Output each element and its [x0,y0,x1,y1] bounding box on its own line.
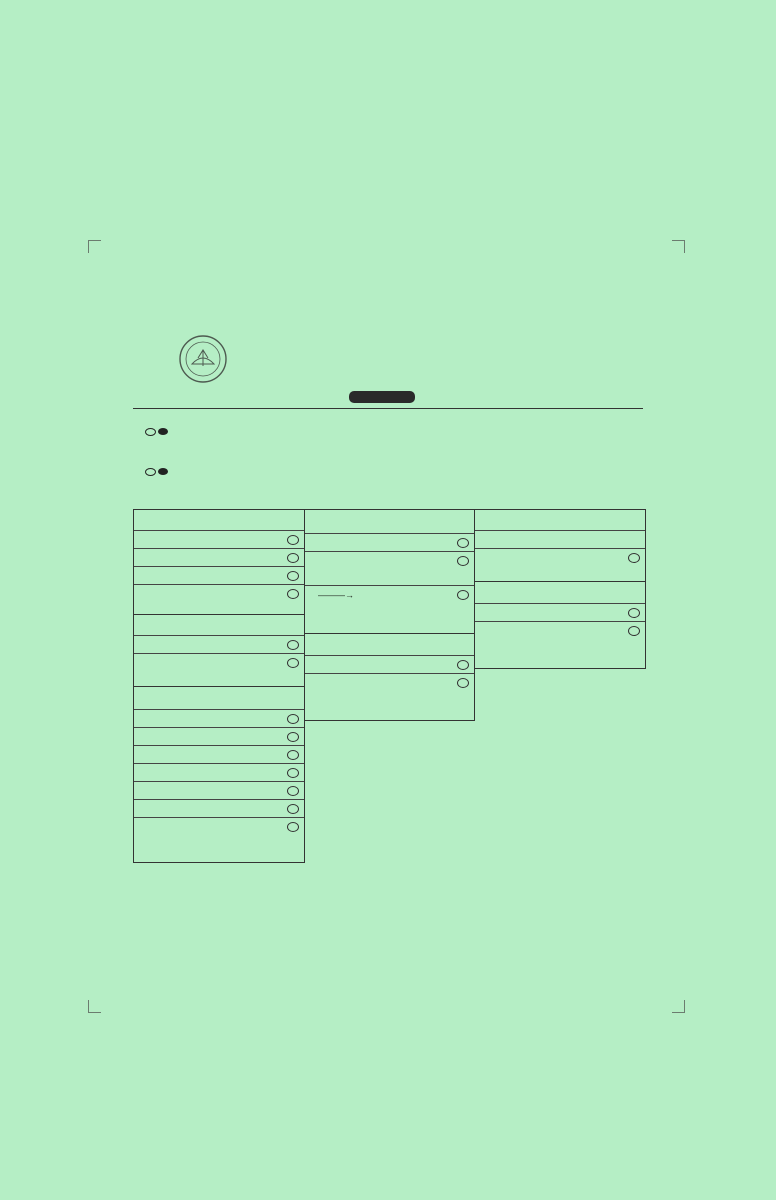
candidate-row[interactable] [134,727,304,745]
race-trustee-trust-funds [474,581,646,669]
town-seal-icon [178,334,228,384]
vote-oval[interactable] [287,640,299,650]
race-town-moderator [474,509,646,582]
vote-oval[interactable] [457,538,469,548]
vote-oval[interactable] [287,804,299,814]
race-meta [475,512,645,530]
arrow-annotation: ———→ [318,589,354,600]
district-label [349,391,415,403]
filled-oval-icon [158,468,168,475]
candidate-row[interactable] [134,548,304,566]
race-derry-library-trustee [133,686,305,863]
vote-oval[interactable] [287,571,299,581]
vote-oval[interactable] [287,750,299,760]
race-taylor-library-trustee [304,509,475,634]
instruction-1 [140,426,640,437]
race-meta [134,512,304,530]
vote-oval[interactable] [457,590,469,600]
candidate-row[interactable] [305,655,474,673]
race-meta [134,689,304,709]
candidate-tally-row [305,569,474,585]
write-in-row[interactable] [475,548,645,566]
vote-oval[interactable] [628,553,640,563]
write-in-row[interactable] [134,799,304,817]
write-in-row[interactable] [475,621,645,639]
write-in-row[interactable] [134,817,304,835]
vote-oval[interactable] [457,678,469,688]
write-in-row[interactable] [305,585,474,603]
candidate-row[interactable] [134,530,304,548]
instruction-2 [140,466,640,477]
candidate-row[interactable] [134,745,304,763]
vote-oval[interactable] [628,608,640,618]
vote-oval[interactable] [457,660,469,670]
header-divider [133,408,643,409]
crop-mark [672,1000,685,1013]
candidate-row[interactable] [134,566,304,584]
candidate-row[interactable] [305,533,474,551]
vote-oval[interactable] [287,589,299,599]
vote-oval[interactable] [287,553,299,563]
vote-oval[interactable] [287,535,299,545]
candidate-row[interactable] [475,530,645,548]
write-in-row[interactable] [134,653,304,671]
candidate-row[interactable] [134,763,304,781]
race-meta [305,637,474,655]
vote-oval[interactable] [287,786,299,796]
vote-oval[interactable] [457,556,469,566]
candidate-row[interactable] [134,635,304,653]
crop-mark [672,240,685,253]
empty-oval-icon [145,428,156,436]
write-in-row[interactable] [134,584,304,602]
race-councilor-district-3 [133,614,305,687]
race-supervisor-checklist [304,633,475,721]
candidate-row[interactable] [134,709,304,727]
write-in-row[interactable] [305,673,474,691]
vote-oval[interactable] [628,626,640,636]
candidate-row[interactable] [305,551,474,569]
vote-oval[interactable] [287,822,299,832]
vote-oval[interactable] [287,732,299,742]
empty-oval-icon [145,468,156,476]
vote-oval[interactable] [287,658,299,668]
race-councilor-at-large [133,509,305,615]
vote-oval[interactable] [287,714,299,724]
race-meta [305,513,474,533]
vote-oval[interactable] [287,768,299,778]
crop-mark [88,1000,101,1013]
candidate-row[interactable] [475,603,645,621]
race-meta [475,585,645,603]
write-in-row[interactable] [134,781,304,799]
race-meta [134,617,304,635]
crop-mark [88,240,101,253]
filled-oval-icon [158,428,168,435]
